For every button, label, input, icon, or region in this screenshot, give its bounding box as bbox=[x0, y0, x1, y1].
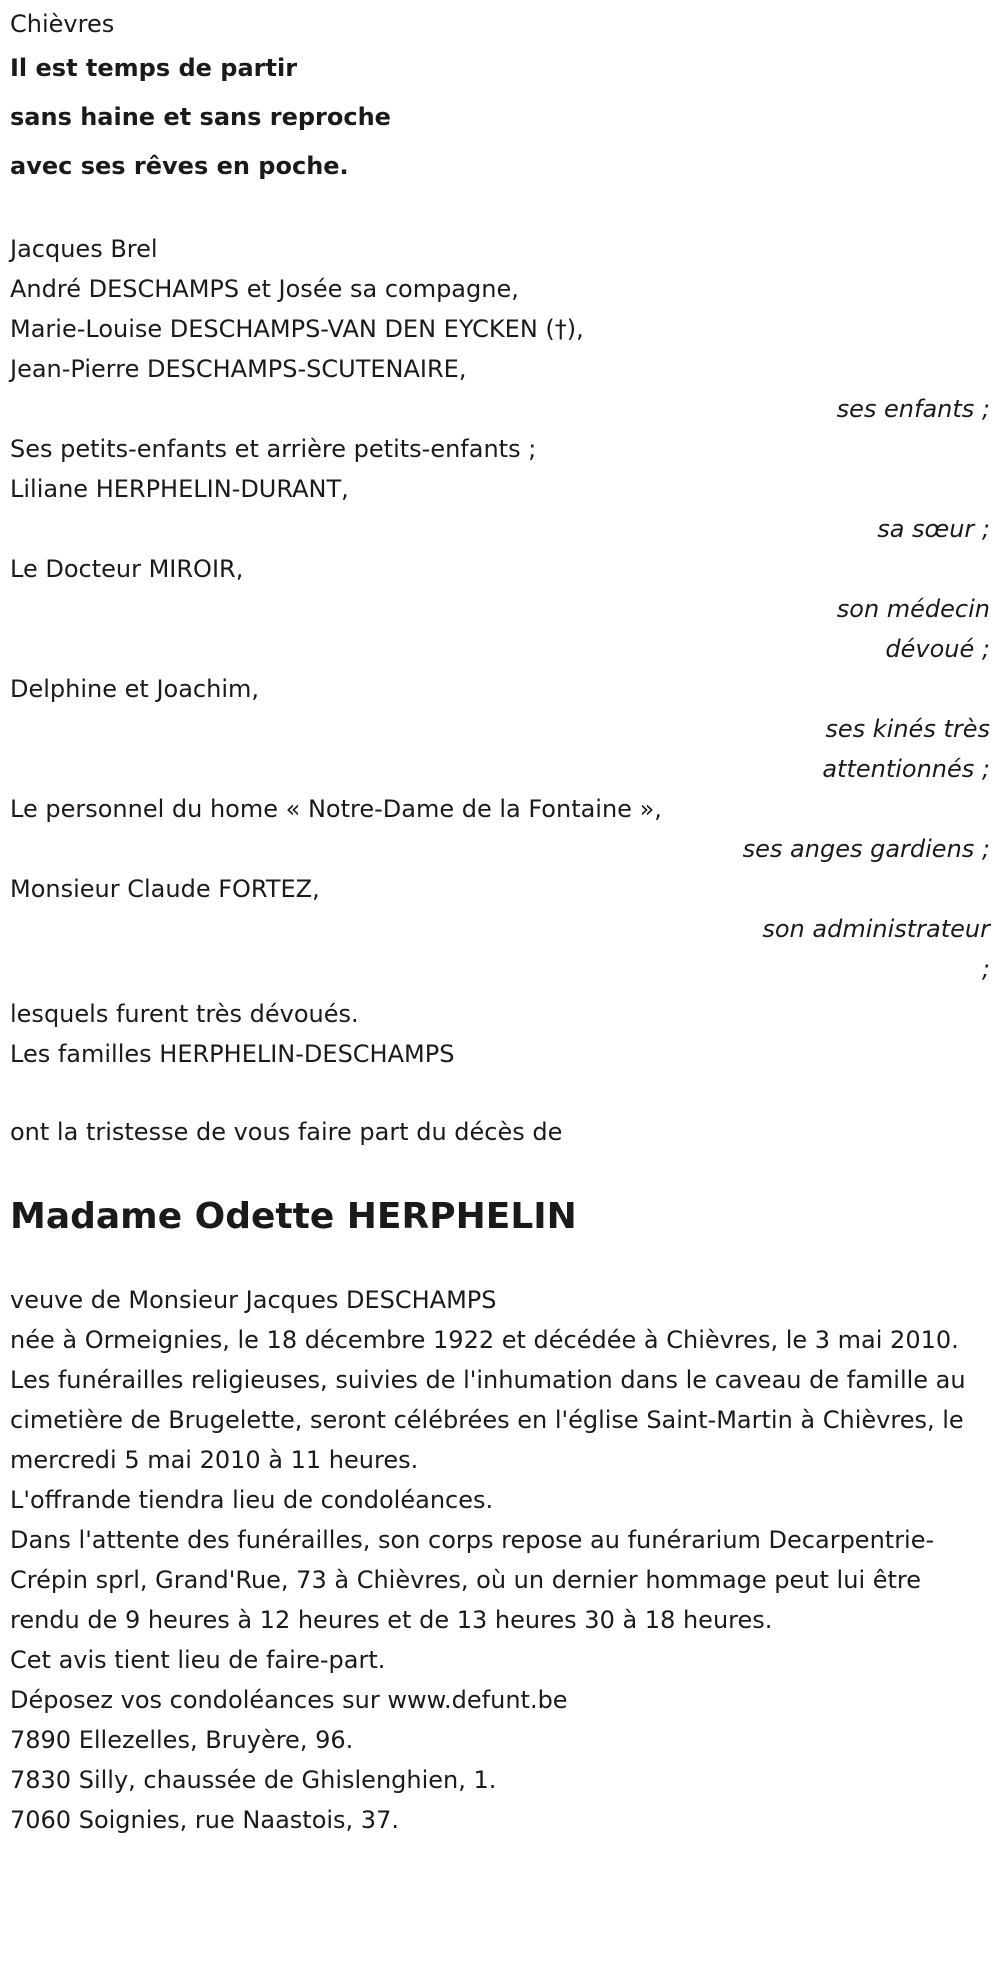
child-name: Marie-Louise DESCHAMPS-VAN DEN EYCKEN (†), bbox=[10, 315, 584, 343]
children-role: ses enfants ; bbox=[836, 395, 990, 423]
condolences-line: Déposez vos condoléances sur www.defunt.be bbox=[10, 1686, 568, 1714]
poem-line: Il est temps de partir bbox=[10, 54, 298, 82]
admin-name: Monsieur Claude FORTEZ, bbox=[10, 875, 320, 903]
funeral-info: Les funérailles religieuses, suivies de l'inhumation dans le caveau de famille au cimetière de Brugelette, seront célébrées en l'église Saint-Martin à Chièvres, le mercredi 5 mai 2010 à 11 heures. bbox=[10, 1366, 966, 1474]
doctor-name: Le Docteur MIROIR, bbox=[10, 555, 244, 583]
address-line: 7890 Ellezelles, Bruyère, 96. bbox=[10, 1726, 354, 1754]
families-line: Les familles HERPHELIN-DESCHAMPS bbox=[10, 1040, 455, 1068]
doctor-role: dévoué ; bbox=[885, 635, 990, 663]
address-line: 7830 Silly, chaussée de Ghislenghien, 1. bbox=[10, 1766, 497, 1794]
announcement-intro: ont la tristesse de vous faire part du décès de bbox=[10, 1118, 563, 1146]
family-children bbox=[10, 269, 990, 429]
admin-role: ; bbox=[981, 955, 990, 983]
poem-author: Jacques Brel bbox=[10, 235, 158, 263]
admin-block bbox=[10, 869, 990, 989]
notice-line: Cet avis tient lieu de faire-part. bbox=[10, 1646, 386, 1674]
deceased-name: Madame Odette HERPHELIN bbox=[10, 1196, 577, 1237]
kines-role: attentionnés ; bbox=[822, 755, 990, 783]
kines-names: Delphine et Joachim, bbox=[10, 675, 259, 703]
birth-death: née à Ormeignies, le 18 décembre 1922 et décédée à Chièvres, le 3 mai 2010. bbox=[10, 1326, 959, 1354]
kines-block bbox=[10, 669, 990, 789]
staff-block bbox=[10, 789, 990, 869]
poem-line: avec ses rêves en poche. bbox=[10, 152, 349, 180]
devoted-line: lesquels furent très dévoués. bbox=[10, 1000, 359, 1028]
sister-name: Liliane HERPHELIN-DURANT, bbox=[10, 475, 349, 503]
widow-line: veuve de Monsieur Jacques DESCHAMPS bbox=[10, 1286, 497, 1314]
staff-role: ses anges gardiens ; bbox=[742, 835, 990, 863]
grandchildren: Ses petits-enfants et arrière petits-enfants ; bbox=[10, 435, 537, 463]
child-name: André DESCHAMPS et Josée sa compagne, bbox=[10, 275, 519, 303]
poem-line: sans haine et sans reproche bbox=[10, 103, 391, 131]
rest-info: Dans l'attente des funérailles, son corps repose au funérarium Decarpentrie-Crépin sprl, Grand'Rue, 73 à Chièvres, où un dernier hommage peut lui être rendu de 9 heures à 12 heures et de 13 heures 30 à 18 heures. bbox=[10, 1526, 935, 1634]
staff-name: Le personnel du home « Notre-Dame de la Fontaine », bbox=[10, 795, 662, 823]
admin-role: son administrateur bbox=[762, 915, 990, 943]
family-grandchildren-sister bbox=[10, 429, 990, 549]
kines-role: ses kinés très bbox=[825, 715, 990, 743]
town-name: Chièvres bbox=[10, 10, 115, 38]
addresses bbox=[10, 1720, 990, 1840]
poem bbox=[10, 44, 990, 191]
address-line: 7060 Soignies, rue Naastois, 37. bbox=[10, 1806, 399, 1834]
doctor-role: son médecin bbox=[836, 595, 990, 623]
child-name: Jean-Pierre DESCHAMPS-SCUTENAIRE, bbox=[10, 355, 467, 383]
doctor-block bbox=[10, 549, 990, 669]
offering-info: L'offrande tiendra lieu de condoléances. bbox=[10, 1486, 494, 1514]
sister-role: sa sœur ; bbox=[877, 515, 990, 543]
